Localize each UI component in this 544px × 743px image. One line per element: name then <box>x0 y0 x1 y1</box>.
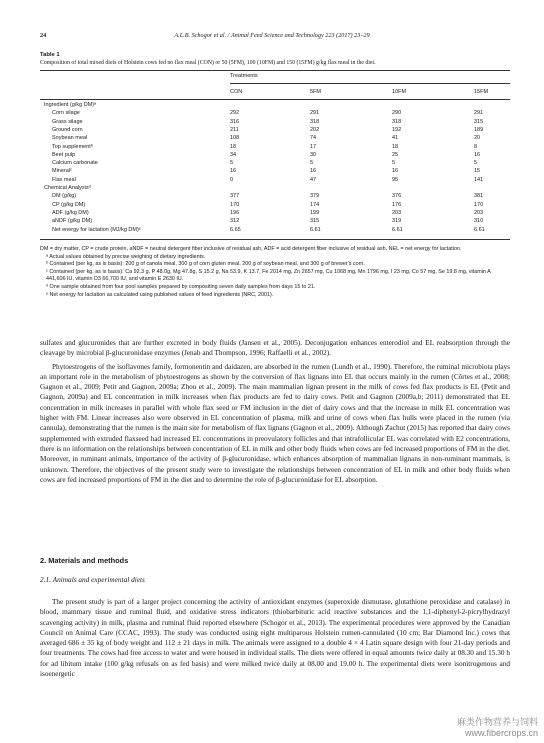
col-header-5fm: 5FM <box>310 89 321 95</box>
table-cell: 291 <box>310 110 320 117</box>
table-cell: 174 <box>310 201 320 208</box>
table-cell: 290 <box>392 110 402 117</box>
table-cell: 316 <box>230 118 240 125</box>
table-cell: 318 <box>310 118 320 125</box>
table-row <box>40 168 510 176</box>
table-caption: Composition of total mixed diets of Holstein cows fed no flax meal (CON) or 50 (5FM), 100 (10FM) and 150 (15FM) g/kg flax meal in the diet. <box>40 60 376 66</box>
table-cell: 310 <box>474 218 484 225</box>
footnote-e: ᵉ Net energy for lactation as calculated using published values of feed ingredients (NRC, 2001). <box>46 291 274 298</box>
row-label: Net energy for lactation (MJ/kg DM)ᵉ <box>52 226 141 233</box>
table-cell: 25 <box>392 151 399 158</box>
row-label: Chemical Analysisᵈ <box>44 185 91 191</box>
footnote-a: ᵃ Actual values obtained by precise weighing of dietary ingredients. <box>46 253 206 260</box>
row-label: Mineralᶜ <box>52 168 72 175</box>
table-cell: 170 <box>230 201 240 208</box>
table-row <box>40 135 510 143</box>
paragraph-3: The present study is part of a larger project concerning the activity of antioxidant enzymes (superoxide dismutase, glutathione peroxidase and catalase) in blood, mammary tissue and ruminal fluid, and oxidative stress indicators (thiobarbituric acid reactive substances and the 1,1-diphenyl-2-picrylhydrazyl scavenging activity) in milk, plasma and ruminal fluid reported elsewhere (Schogor et al., 2013). The experimental procedures were approved by the Canadian Council on Animal Care (CCAC, 1993). The study was conducted using eight multiparous Holstein rumen-cannulated (10 cm; Bar Diamond Inc.) cows that averaged 686 ± 35 kg of body weight and 112 ± 21 days in milk. The animals were assigned to a double 4 × 4 Latin square design with four 21-day periods and four treatments. The cows had free access to water and were housed in individual stalls. The diets were offered in equal amounts twice daily at 08.30 and 15.30 h for ad libitum intake (100 g/kg refusals on as fed basis) and were milked twice daily at 08.00 and 19.00 h. The experimental diets were isonitrogenous and isoenergetic <box>40 598 510 679</box>
table-cell: 312 <box>230 218 240 225</box>
table-cell: 16 <box>230 168 237 175</box>
journal-citation: A.L.B. Schogor et al. / Animal Feed Science and Technology 223 (2017) 23–29 <box>174 32 370 39</box>
table-bottom-rule <box>40 239 510 240</box>
table-cell: 6.61 <box>474 226 485 233</box>
header-bottom-rule <box>40 99 510 100</box>
table-cell: 196 <box>230 209 240 216</box>
table-cell: 41 <box>392 135 399 142</box>
table-row <box>40 127 510 135</box>
watermark <box>457 717 538 739</box>
row-label: aNDF (g/kg DM) <box>52 218 93 225</box>
table-row <box>40 202 510 210</box>
table-cell: 16 <box>474 151 481 158</box>
row-label: Flax meal <box>52 176 76 183</box>
running-header <box>40 32 504 44</box>
table-cell: 17 <box>310 143 317 150</box>
row-label: Calcium carbonate <box>52 160 98 167</box>
table-cell: 95 <box>392 176 399 183</box>
table-row <box>40 152 510 160</box>
paragraph-1: sulfates and glucuronides that are further excreted in body fluids (Jansen et al., 2005). Deconjugation enhances enterodiol and EL reabsorption through the cleavage by microbial β-glucuronidase enzymes (Jenab and Thompson, 1996; Raffaelli et al., 2002). <box>40 339 510 358</box>
table-cell: 291 <box>474 110 484 117</box>
table-cell: 6.65 <box>230 226 241 233</box>
treatments-rule <box>230 83 510 84</box>
table-cell: 20 <box>474 135 481 142</box>
section-heading-2: 2. Materials and methods <box>40 556 129 565</box>
table-cell: 34 <box>230 151 237 158</box>
table-cell: 211 <box>230 126 239 133</box>
row-label: Top supplementᵇ <box>52 143 93 150</box>
row-label: Ground corn <box>52 126 83 133</box>
row-label: ADF (g/kg DM) <box>52 209 89 216</box>
watermark-line-1: 麻类作物营养与饲料 <box>456 717 538 727</box>
footnote-c: ᶜ Contained (per kg, as is basis): Ca 92.3 g, P 48.0g, Mg 47.8g, S 15.2 g, Na 53.9, K 13.7, Fe 2014 mg, Zn 2657 mg, Cu 1068 mg, Mn 1796 mg, I 23 mg, Co 57 mg, Se 19.8 mg, vitamin A 441,606 IU, vitamin D3 66,700 IU, and vitamin E 2630 IU. <box>46 268 491 283</box>
table-row <box>40 110 510 118</box>
table-cell: 16 <box>392 168 399 175</box>
col-header-con: CON <box>230 89 243 95</box>
table-row <box>40 185 510 193</box>
page-number: 24 <box>40 32 47 39</box>
table-cell: 318 <box>392 118 402 125</box>
table-row <box>40 102 510 110</box>
table-cell: 15 <box>474 168 481 175</box>
table-row <box>40 193 510 201</box>
table-cell: 315 <box>474 118 484 125</box>
footnote-d: ᵈ One sample obtained from four pool samples prepared by compositing seven daily samples from days 15 to 21. <box>46 283 316 290</box>
table-cell: 16 <box>310 168 317 175</box>
table-row <box>40 227 510 235</box>
table-cell: 18 <box>230 143 237 150</box>
table-cell: 108 <box>230 135 240 142</box>
table-cell: 176 <box>392 201 402 208</box>
table-cell: 170 <box>474 201 484 208</box>
table-cell: 8 <box>474 143 478 150</box>
table-cell: 5 <box>310 160 314 167</box>
table-cell: 5 <box>474 160 478 167</box>
table-cell: 319 <box>392 218 402 225</box>
treatments-label: Treatments <box>230 73 258 79</box>
table-row <box>40 210 510 218</box>
table-cell: 189 <box>474 126 484 133</box>
table-cell: 315 <box>310 218 320 225</box>
row-label: Ingredient (g/kg DM)ᵃ <box>44 102 97 108</box>
table-label: Table 1 <box>40 52 60 58</box>
table-row <box>40 144 510 152</box>
abbreviations: DM = dry matter, CP = crude protein, aNDF = neutral detergent fiber inclusive of residual ash, ADF = acid detergent fiber inclusive of residual ash, NEL = net energy for lactation. <box>40 246 462 252</box>
col-header-15fm: 15FM <box>474 89 489 95</box>
row-label: Grass silage <box>52 118 83 125</box>
table-cell: 203 <box>474 209 484 216</box>
table-cell: 6.61 <box>310 226 321 233</box>
intro-continued <box>40 338 510 485</box>
table-cell: 18 <box>392 143 399 150</box>
table-cell: 377 <box>230 193 240 200</box>
table-cell: 47 <box>310 176 317 183</box>
table-cell: 30 <box>310 151 317 158</box>
row-label: Beet pulp <box>52 151 76 158</box>
table-notes <box>40 246 510 299</box>
table-top-rule <box>40 70 510 71</box>
row-label: Soybean meal <box>52 135 88 142</box>
table-cell: 192 <box>392 126 402 133</box>
table-cell: 203 <box>392 209 402 216</box>
table-cell: 74 <box>310 135 317 142</box>
table-row <box>40 119 510 127</box>
col-header-10fm: 10FM <box>392 89 407 95</box>
table-row <box>40 177 510 185</box>
watermark-line-2: www.fibercrops.cn <box>464 728 538 738</box>
row-label: DM (g/kg) <box>52 193 77 200</box>
footnote-b: ᵇ Contained (per kg, as is basis): 200 g of canola meal, 300 g of corn gluten meal, 200 g of soybean meal, and 300 g of brewer's corn. <box>46 261 365 268</box>
table-cell: 0 <box>230 176 234 183</box>
table-row <box>40 160 510 168</box>
table-cell: 5 <box>392 160 396 167</box>
table-row <box>40 218 510 226</box>
table-cell: 199 <box>310 209 320 216</box>
row-label: CP (g/kg DM) <box>52 201 86 208</box>
row-label: Corn silage <box>52 110 80 117</box>
methods-text <box>40 597 510 679</box>
table-caption-block <box>40 51 510 67</box>
table-cell: 379 <box>310 193 320 200</box>
subsection-heading-2-1: 2.1. Animals and experimental diets <box>40 575 145 584</box>
table-cell: 6.61 <box>392 226 403 233</box>
table-cell: 381 <box>474 193 484 200</box>
paragraph-2: Phytoestrogens of the isoflavones family, formonentin and daidazen, are absorbed in the rumen (Lundh et al., 1990). Therefore, the ruminal microbiota plays an important role in the metabolism of phytoestrogens as shown by the conversion of flax lignans into EL that occurs mainly in the rumen (Côrtes et al., 2008; Gagnon et al., 2009; Petit and Gagnon, 2009a; Zhou et al., 2009). The main mammalian lignan present in the milk of cows fed flax products is EL (Petit and Gagnon, 2009a) and EL concentration in milk increases when flax products are fed to dairy cows. Petit and Gagnon (2009a,b; 2011) demonstrated that EL concentration in milk increases in parallel with whole flax seed or FM inclusion in the diet of dairy cows and that the increase in milk EL concentration was higher with FM. Linear increases also were observed in EL concentration of plasma, milk and urine of cows when flax hulls were placed in the rumen (via cannula), demonstrating that the rumen is the main site for metabolism of flax lignans (Gagnon et al., 2009). Although Zachut (2015) has reported that dairy cows supplemented with extruded flaxseed had increased EL concentrations in preovulatory follicles and that intrafollicular EL was correlated with E2 concentrations, there is no information on the relationships between concentration of EL in milk and other body fluids when cows are fed increased proportions of FM in the diet. Moreover, in ruminant animals, importance of the activity of β-glucuronidase, which enhances absorption of mammalian lignans in non-ruminant mammals, is unknown. Therefore, the objectives of the present study were to investigate the relationships between concentration of EL in milk and other body fluids when cows are fed increased proportions of FM in the diet and to determine the role of β-glucuronidase for EL absorption. <box>40 362 510 484</box>
table-cell: 292 <box>230 110 240 117</box>
table-cell: 141 <box>474 176 484 183</box>
table-cell: 202 <box>310 126 320 133</box>
table-cell: 5 <box>230 160 234 167</box>
table-cell: 376 <box>392 193 402 200</box>
